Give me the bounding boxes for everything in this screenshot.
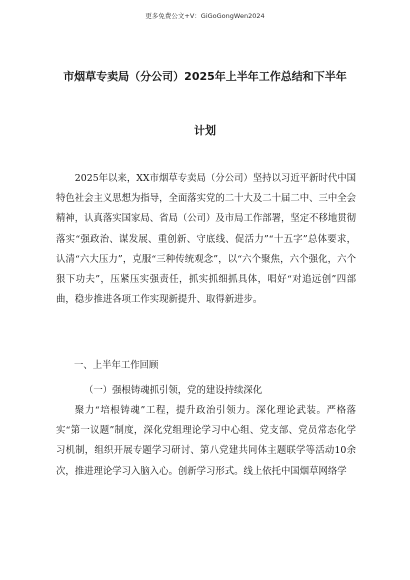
document-title: 市烟草专卖局（分公司）2025年上半年工作总结和下半年 [63,70,347,83]
intro-paragraph: 2025年以来，XX市烟草专卖局（分公司）坚持以习近平新时代中国特色社会主义思想为指导，全面落实党的二十大及二十届二中、三中全会精神，认真落实国家局、省局（公司）及市局工作部署，坚定不移地贯彻落实“强政治、谋发展、重创新、守底线、促活力”“十五字”总体要求，认清“六大压力”，克服“三种传统观念”，以“六个聚焦，六个强化，六个狠下功夫”，压紧压实强责任，抓实抓细抓具体，唱好“对追远创”四部曲，稳步推进各项工作实现新提升、取得新进步。 [56,173,357,306]
section-heading: 一、上半年工作回顾 [74,360,159,371]
body-paragraph: 聚力“培根铸魂”工程，提升政治引领力。深化理论武装。严格落实“第一议题”制度，深化党组理论学习中心组、党支部、党员常态化学习机制，组织开展专题学习研讨、第八党建共同体主题联学等活动10余次，推进理论学习入脑入心。创新学习形式。线上依托中国烟草网络学 [56,405,356,477]
document-title-line2: 计划 [194,124,216,137]
header-note: 更多免费公文+V：GiGoGongWen2024 [145,12,265,20]
subsection-heading: （一）强根铸魂抓引领，党的建设持续深化 [84,385,263,396]
